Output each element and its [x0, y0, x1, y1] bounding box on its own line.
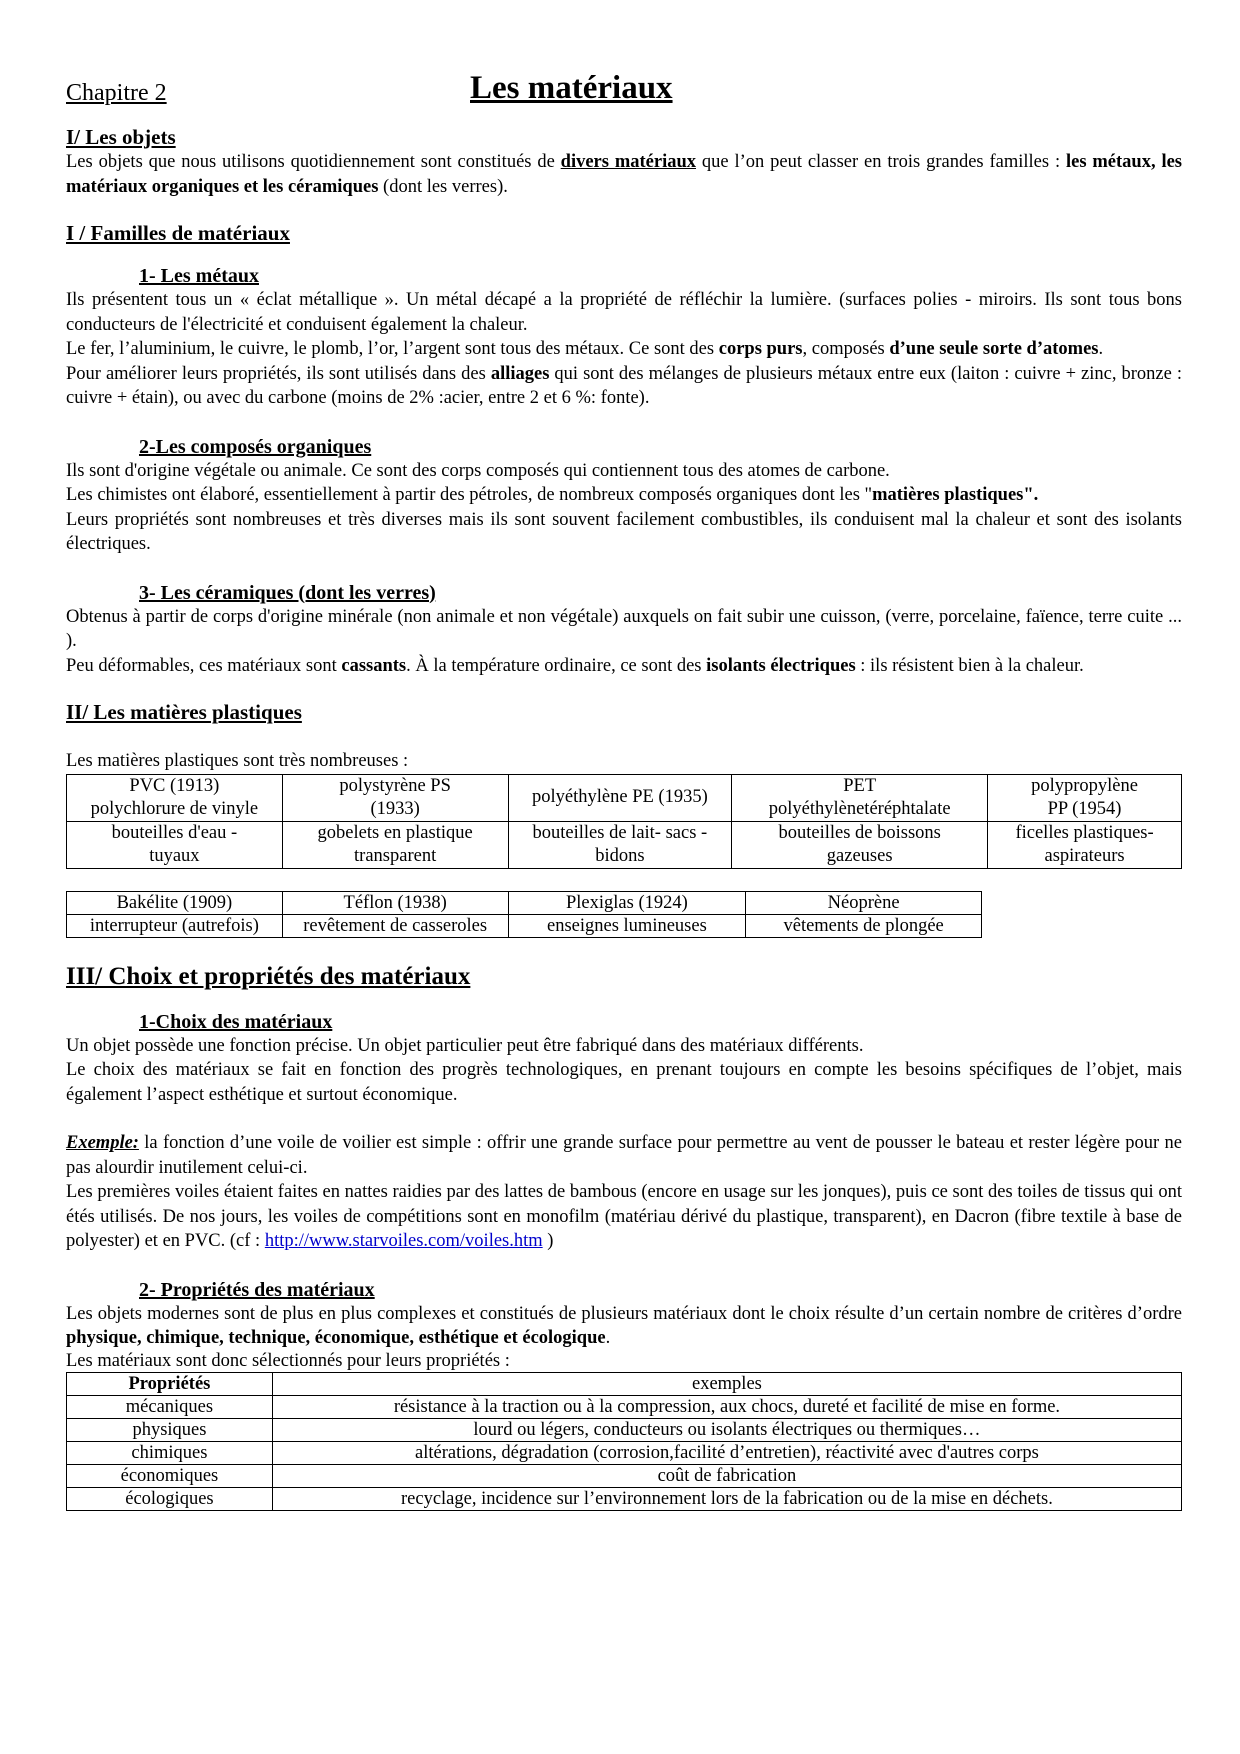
- table-cell: interrupteur (autrefois): [67, 914, 283, 937]
- cell-line: ficelles plastiques-: [1015, 822, 1154, 843]
- table-cell: écologiques: [67, 1487, 273, 1510]
- header: [66, 70, 1182, 114]
- bold-span: corps purs: [718, 339, 803, 359]
- plastics-table: [66, 774, 1182, 869]
- table-row: [67, 1418, 1182, 1441]
- bold-span: les métaux, les matériaux organiques et les céramiques: [66, 152, 1182, 197]
- plastiques-intro: Les matières plastiques sont très nombreuses :: [66, 751, 409, 771]
- text-span: Les premières voiles étaient faites en nattes raidies par des lattes de bambous (encore en usage sur les jonques), puis ce sont des toiles de tissus qui ont étés utilisés. De nos jours, les voiles de compétitions sont en monofilm (matériau dérivé du plastique, transparent), en Dacron (fibre textile à base de polyester) et en PVC. (cf :: [66, 1182, 1182, 1251]
- text-span: Peu déformables, ces matériaux sont: [66, 655, 342, 676]
- column-header-exemples: exemples: [272, 1372, 1181, 1395]
- table-row: [67, 1441, 1182, 1464]
- table-cell: [732, 774, 988, 821]
- other-plastics-table: [66, 891, 982, 938]
- choix-heading: 1-Choix des matériaux: [139, 1010, 333, 1033]
- text-span: Pour améliorer leurs propriétés, ils sont utilisés dans des: [66, 363, 491, 384]
- cell-line: transparent: [354, 845, 437, 866]
- starvoiles-link[interactable]: http://www.starvoiles.com/voiles.htm: [264, 1231, 543, 1251]
- cell-line: polystyrène PS: [339, 775, 451, 796]
- cell-line: bouteilles de lait- sacs -: [532, 822, 708, 843]
- cell-line: polyéthylène PE (1935): [532, 787, 708, 807]
- text-span: Les chimistes ont élaboré, essentiellement à partir des pétroles, de nombreux composés organiques dont les ": [66, 485, 873, 505]
- table-cell: Plexiglas (1924): [508, 891, 746, 914]
- proprietes-paragraph-2: Les matériaux sont donc sélectionnés pour leurs propriétés :: [66, 1350, 510, 1371]
- table-cell: revêtement de casseroles: [282, 914, 508, 937]
- bold-span: physique, chimique, technique, économique, esthétique et écologique: [66, 1328, 606, 1348]
- chapter-label: Chapitre 2: [66, 80, 167, 106]
- table-row: [67, 1487, 1182, 1510]
- text-span: qui sont des mélanges de plusieurs métaux entre eux (laiton : cuivre + zinc, bronze : cuivre + étain), ou avec du carbone (moins de 2% :acier, entre 2 et 6 %: fonte).: [66, 363, 1182, 408]
- ceramiques-paragraph-1: Obtenus à partir de corps d'origine minérale (non animale et non végétale) auxquels on fait subir une cuisson, (verre, porcelaine, faïence, terre cuite ... ).: [66, 606, 1182, 651]
- table-cell: coût de fabrication: [272, 1464, 1181, 1487]
- table-cell: vêtements de plongée: [746, 914, 982, 937]
- table-cell: [67, 821, 283, 868]
- text-span: la fonction d’une voile de voilier est simple : offrir une grande surface pour permettre au vent de pousser le bateau et rester légère pour ne pas alourdir inutilement celui-ci.: [66, 1133, 1182, 1178]
- bold-span: alliages: [490, 363, 550, 384]
- metaux-paragraph-2: [66, 337, 1182, 362]
- table-cell: altérations, dégradation (corrosion,facilité d’entretien), réactivité avec d'autres corps: [272, 1441, 1181, 1464]
- table-cell: [508, 821, 732, 868]
- cell-line: PVC (1913): [129, 775, 220, 796]
- table-cell: Bakélite (1909): [67, 891, 283, 914]
- choix-paragraph-2: Le choix des matériaux se fait en fonction des progrès technologiques, en prenant toujours en compte les besoins spécifiques de l’objet, mais également l’aspect esthétique et surtout économique.: [66, 1060, 1182, 1105]
- cell-line: PP (1954): [1047, 798, 1122, 819]
- table-cell: [732, 821, 988, 868]
- text-span: .: [1098, 339, 1104, 359]
- page-title: Les matériaux: [470, 70, 673, 106]
- section-objets-heading: I/ Les objets: [66, 125, 176, 149]
- bold-span: d’une seule sorte d’atomes: [889, 339, 1099, 359]
- choix-paragraph-1: Un objet possède une fonction précise. Un objet particulier peut être fabriqué dans des matériaux différents.: [66, 1035, 864, 1056]
- bold-span: isolants électriques: [706, 655, 856, 676]
- text-span: Les objets que nous utilisons quotidiennement sont constitués de: [66, 152, 561, 172]
- table-cell: enseignes lumineuses: [508, 914, 746, 937]
- table-cell: Téflon (1938): [282, 891, 508, 914]
- text-span: . À la température ordinaire, ce sont des: [406, 655, 707, 676]
- organiques-paragraph-2: [66, 483, 1182, 508]
- proprietes-heading: 2- Propriétés des matériaux: [139, 1278, 375, 1301]
- other-plastics-names-row: [67, 891, 982, 914]
- text-span: que l’on peut classer en trois grandes familles :: [696, 152, 1066, 172]
- example-paragraph: [66, 1131, 1182, 1180]
- column-header-proprietes: Propriétés: [67, 1372, 273, 1395]
- cell-line: PET: [843, 775, 877, 796]
- organiques-heading: 2-Les composés organiques: [139, 435, 372, 458]
- plastics-uses-row: [67, 821, 1182, 868]
- table-cell: résistance à la traction ou à la compression, aux chocs, dureté et facilité de mise en forme.: [272, 1395, 1181, 1418]
- section-objets-paragraph: [66, 150, 1182, 199]
- organiques-paragraph-3: Leurs propriétés sont nombreuses et très diverses mais ils sont souvent facilement combustibles, ils conduisent mal la chaleur et sont des isolants électriques.: [66, 509, 1182, 554]
- text-span: ): [542, 1231, 554, 1251]
- table-header-row: [67, 1372, 1182, 1395]
- table-cell: économiques: [67, 1464, 273, 1487]
- text-span: Les objets modernes sont de plus en plus complexes et constitués de plusieurs matériaux dont le choix résulte d’un certain nombre de critères d’ordre: [66, 1303, 1182, 1324]
- text-span: (dont les verres).: [378, 176, 508, 197]
- cell-line: aspirateurs: [1044, 845, 1125, 866]
- bold-span: divers matériaux: [560, 152, 697, 172]
- cell-line: polychlorure de vinyle: [90, 798, 259, 819]
- table-row: [67, 1464, 1182, 1487]
- text-span: .: [605, 1328, 611, 1348]
- table-cell: [508, 774, 732, 821]
- text-span: Le fer, l’aluminium, le cuivre, le plomb, l’or, l’argent sont tous des métaux. Ce sont des: [66, 339, 719, 359]
- organiques-paragraph-1: Ils sont d'origine végétale ou animale. Ce sont des corps composés qui contiennent tous des atomes de carbone.: [66, 460, 890, 481]
- section-choix-heading: III/ Choix et propriétés des matériaux: [66, 962, 471, 990]
- section-familles-heading: I / Familles de matériaux: [66, 221, 290, 245]
- table-cell: physiques: [67, 1418, 273, 1441]
- table-cell: mécaniques: [67, 1395, 273, 1418]
- table-row: [67, 1395, 1182, 1418]
- table-cell: lourd ou légers, conducteurs ou isolants électriques ou thermiques…: [272, 1418, 1181, 1441]
- proprietes-paragraph-1: [66, 1302, 1182, 1351]
- other-plastics-uses-row: [67, 914, 982, 937]
- table-cell: [988, 821, 1182, 868]
- cell-line: bouteilles de boissons: [778, 822, 941, 843]
- example-label: Exemple:: [66, 1133, 139, 1153]
- metaux-paragraph-1: Ils présentent tous un « éclat métallique ». Un métal décapé a la propriété de réfléchir la lumière. (surfaces polies - miroirs. Ils sont tous bons conducteurs de l'électricité et conduisent également la chaleur.: [66, 290, 1182, 335]
- cell-line: (1933): [370, 798, 420, 819]
- bold-span: matières plastiques".: [872, 485, 1039, 505]
- table-cell: Néoprène: [746, 891, 982, 914]
- ceramiques-heading: 3- Les céramiques (dont les verres): [139, 581, 436, 604]
- cell-line: bouteilles d'eau -: [111, 822, 238, 843]
- plastics-names-row: [67, 774, 1182, 821]
- table-cell: [282, 774, 508, 821]
- cell-line: polyéthylènetéréphtalate: [768, 798, 951, 819]
- metaux-heading: 1- Les métaux: [139, 265, 259, 287]
- table-cell: [67, 774, 283, 821]
- text-span: , composés: [802, 339, 890, 359]
- document-page: [66, 70, 1182, 1511]
- cell-line: gazeuses: [826, 845, 893, 866]
- bold-span: cassants: [341, 655, 407, 676]
- cell-line: bidons: [595, 845, 645, 866]
- cell-line: gobelets en plastique: [317, 822, 473, 843]
- table-cell: chimiques: [67, 1441, 273, 1464]
- table-cell: [988, 774, 1182, 821]
- table-cell: recyclage, incidence sur l’environnement lors de la fabrication ou de la mise en déchets.: [272, 1487, 1181, 1510]
- cell-line: polypropylène: [1031, 775, 1138, 796]
- table-cell: [282, 821, 508, 868]
- section-plastiques-heading: II/ Les matières plastiques: [66, 700, 302, 724]
- ceramiques-paragraph-2: [66, 654, 1182, 679]
- text-span: : ils résistent bien à la chaleur.: [855, 655, 1084, 676]
- cell-line: tuyaux: [149, 845, 200, 866]
- choix-paragraph-3: [66, 1180, 1182, 1254]
- metaux-paragraph-3: [66, 362, 1182, 411]
- properties-table: [66, 1372, 1182, 1511]
